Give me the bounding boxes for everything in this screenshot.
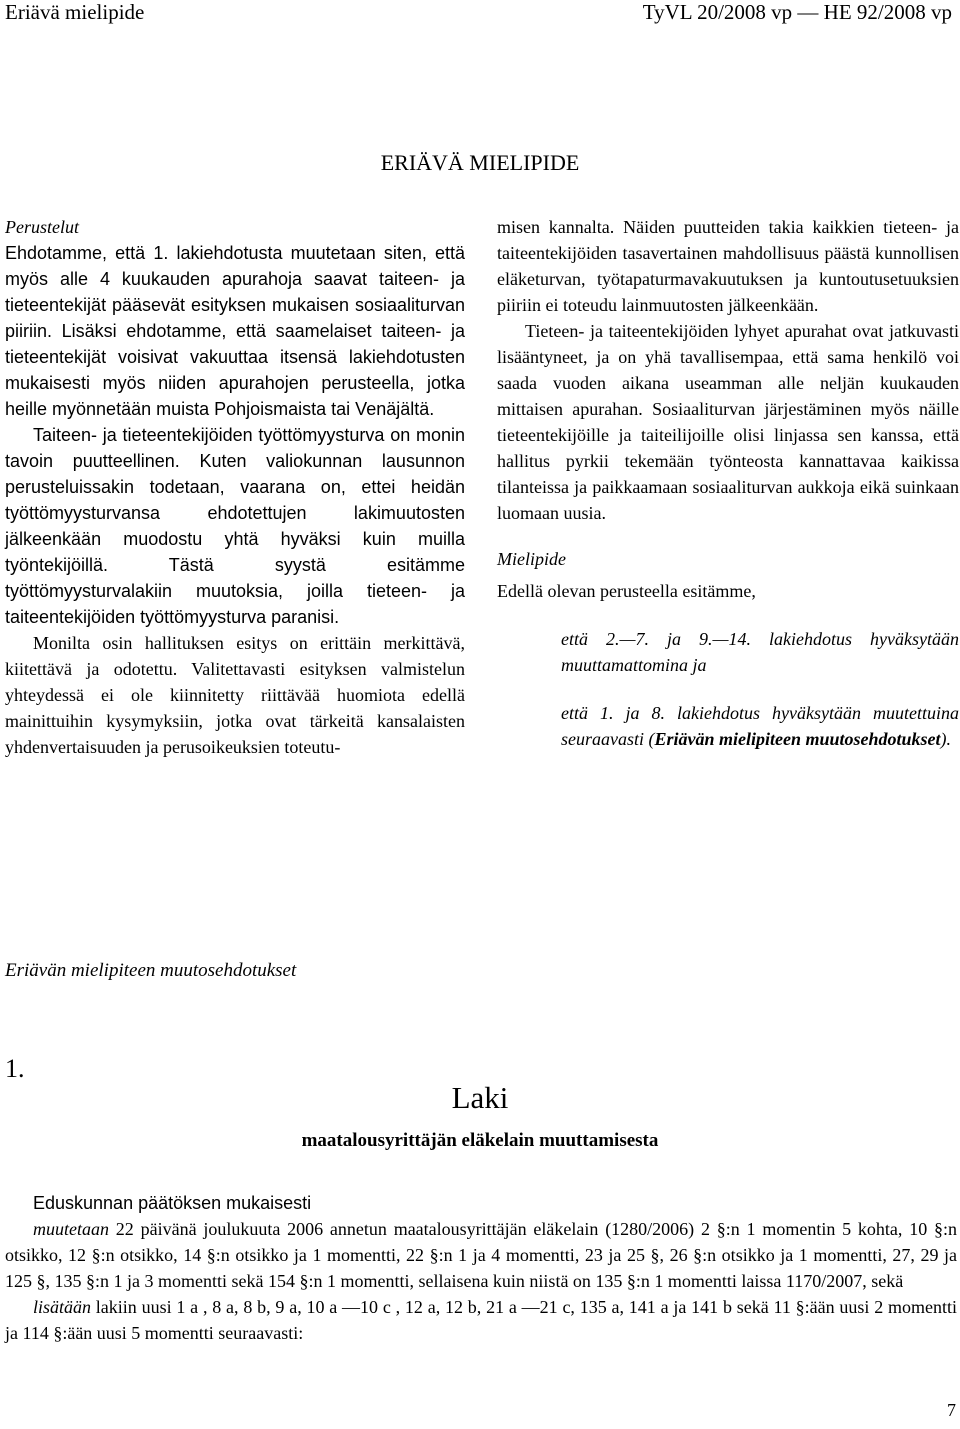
law-body <box>5 1190 957 1346</box>
paragraph: muutetaan 22 päivänä joulukuuta 2006 annetun maatalousyrittäjän eläkelain (1280/2006) 2 §:n 1 momentin 5 kohta, 10 §:n otsikko, 12 §:n otsikko, 14 §:n otsikko ja 1 momentti, 22 §:n 1 ja 4 momentti, 23 ja 25 §, 26 §:n otsikko ja 1 momentti, 27, 29 ja 125 §, 135 §:n 1 ja 3 momentti sekä 154 §:n 1 momentti, sellaisena kuin niistä on 135 §:n 1 momentti laissa 1170/2007, sekä <box>5 1219 957 1291</box>
paragraph: Taiteen- ja tieteentekijöiden työttömyysturva on monin tavoin puutteellinen. Kuten valiokunnan lausunnon perusteluissakin todetaan, vaarana on, ettei heidän työttömyysturvansa ehdotettujen lakimuutosten jälkeenkään muodostu yhtä hyväksi kuin muilla työntekijöillä. Tästä syystä esitämme työttömyysturvalakiin muutoksia, joilla tieteen- ja taiteentekijöiden työttömyysturva paranisi. <box>5 425 465 627</box>
paragraph: Eduskunnan päätöksen mukaisesti <box>33 1193 312 1213</box>
left-column <box>5 214 465 760</box>
section-heading-perustelut: Perustelut <box>5 217 79 237</box>
law-number: 1. <box>5 1054 25 1083</box>
paragraph: misen kannalta. Näiden puutteiden takia kaikkien tieteen- ja taiteentekijöiden tasavertainen mahdollisuus päästä kunnollisen eläketurvan, työtapaturmavakuutuksen ja kuntoutusetuuksien piiriin ei toteudu lainmuutosten jälkeenkään. <box>497 217 959 315</box>
paragraph: Monilta osin hallituksen esitys on erittäin merkittävä, kiitettävä ja odotettu. Valitettavasti esityksen valmistelun yhteydessä ei ole kiinnitetty riittävää huomiota edellä mainittuihin kysymyksiin, jotka ovat tärkeitä kansalaisten yhdenvertaisuuden ja perusoikeuksien toteutu- <box>5 633 465 757</box>
header-right: TyVL 20/2008 vp — HE 92/2008 vp <box>642 0 952 24</box>
page-number: 7 <box>947 1400 956 1420</box>
paragraph: lisätään lakiin uusi 1 a , 8 a, 8 b, 9 a, 10 a —10 c , 12 a, 12 b, 21 a —21 c, 135 a, 141 a ja 141 b sekä 11 §:ään uusi 2 momentti ja 114 §:ään uusi 5 momentti seuraavasti: <box>5 1297 957 1343</box>
section-heading-mielipide: Mielipide <box>497 549 566 569</box>
paragraph: Ehdotamme, että 1. lakiehdotusta muutetaan siten, että myös alle 4 kuukauden apurahoja saavat taiteen- ja tieteentekijät pääsevät esityksen mukaisen sosiaaliturvan piiriin. Lisäksi ehdotamme, että saamelaiset taiteen- ja tieteentekijät voisivat vakuuttaa itsensä lakiehdotusten mukaisesti myös niiden apurahojen perusteella, jotka heille myönnetään muista Pohjoismaista tai Venäjältä. <box>5 243 465 419</box>
paragraph: Edellä olevan perusteella esitämme, <box>497 581 756 601</box>
law-subtitle: maatalousyrittäjän eläkelain muuttamisesta <box>301 1130 659 1151</box>
paragraph: Tieteen- ja taiteentekijöiden lyhyet apurahat ovat jatkuvasti lisääntyneet, ja on yhä tavallisempaa, että sama henkilö voi saada vuoden aikana useamman alle neljän kuukauden mittaisen apurahan. Sosiaaliturvan järjestäminen myös näille tieteentekijöille ja taiteilijoille olisi linjassa sen kanssa, että hallitus pyrkii tekemään työnteosta kannattavaa kaikissa tilanteissa ja paikkaamaan sosiaaliturvan aukkoja eikä suinkaan luomaan uusia. <box>497 321 959 523</box>
amendments-title: Eriävän mielipiteen muutosehdotukset <box>5 960 297 981</box>
proposal-1: että 2.—7. ja 9.—14. lakiehdotus hyväksytään muuttamattomina ja <box>561 629 959 675</box>
header-left: Eriävä mielipide <box>5 0 145 24</box>
document-title: ERIÄVÄ MIELIPIDE <box>380 150 580 175</box>
proposal-2: että 1. ja 8. lakiehdotus hyväksytään muutettuina seuraavasti (Eriävän mielipiteen muutosehdotukset). <box>561 703 959 749</box>
right-column <box>497 214 959 752</box>
law-heading: Laki <box>451 1080 509 1115</box>
